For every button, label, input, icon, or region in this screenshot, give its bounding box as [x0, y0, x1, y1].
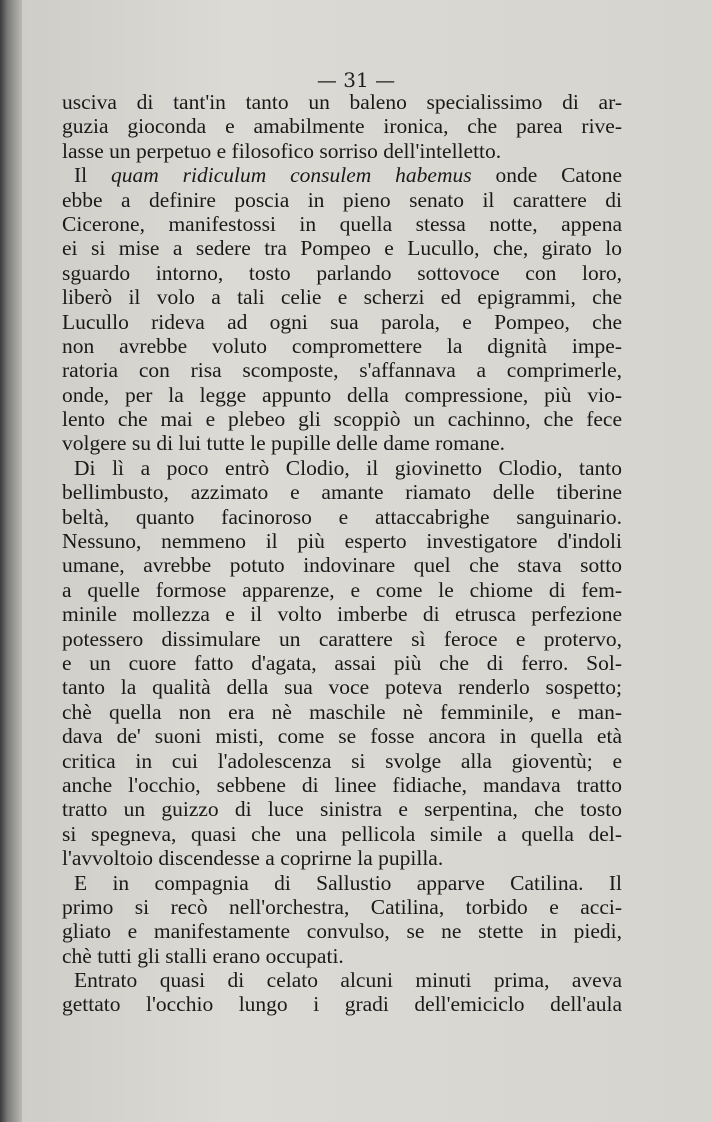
- text-line: gliato e manifestamente convulso, se ne stette in piedi,: [62, 919, 622, 944]
- text-fragment: onde Catone: [471, 163, 622, 188]
- text-line: gettato l'occhio lungo i gradi dell'emiciclo dell'aula: [62, 992, 622, 1017]
- text-line: ei si mise a sedere tra Pompeo e Lucullo, che, girato lo: [62, 236, 622, 261]
- text-line: ebbe a definire poscia in pieno senato il carattere di: [62, 187, 622, 212]
- text-line: volgere su di lui tutte le pupille delle dame romane.: [62, 431, 506, 456]
- text-line: Entrato quasi di celato alcuni minuti prima, aveva: [74, 968, 622, 993]
- text-line: Cicerone, manifestossi in quella stessa notte, appena: [62, 211, 622, 236]
- text-line: liberò il volo a tali celie e scherzi ed epigrammi, che: [62, 285, 622, 310]
- text-line: tanto la qualità della sua voce poteva renderlo sospetto;: [62, 675, 622, 700]
- text-line: usciva di tant'in tanto un baleno specialissimo di ar-: [62, 90, 622, 114]
- text-line: lasse un perpetuo e filosofico sorriso dell'intelletto.: [62, 138, 502, 163]
- text-line: sguardo intorno, tosto parlando sottovoce con loro,: [62, 260, 622, 285]
- text-line: e un cuore fatto d'agata, assai più che di ferro. Sol-: [62, 650, 622, 675]
- text-line: onde, per la legge appunto della compressione, più vio-: [62, 382, 622, 407]
- book-spine-shadow: [0, 0, 22, 1122]
- text-line: anche l'occhio, sebbene di linee fidiache, mandava tratto: [62, 772, 622, 797]
- text-line: umane, avrebbe potuto indovinare quel che stava sotto: [62, 553, 622, 578]
- text-line: lento che mai e plebeo gli scoppiò un cachinno, che fece: [62, 407, 622, 432]
- text-line: Nessuno, nemmeno il più esperto investigatore d'indoli: [62, 529, 622, 554]
- page-number: — 31 —: [316, 68, 396, 92]
- text-line: bellimbusto, azzimato e amante riamato delle tiberine: [62, 480, 622, 505]
- text-line: Lucullo rideva ad ogni sua parola, e Pompeo, che: [62, 309, 622, 334]
- text-line: chè tutti gli stalli erano occupati.: [62, 943, 344, 968]
- text-line: dava de' suoni misti, come se fosse ancora in quella età: [62, 724, 622, 749]
- text-line: ratoria con risa scomposte, s'affannava a comprimerle,: [62, 358, 622, 383]
- text-line: l'avvoltoio discendesse a coprirne la pupilla.: [62, 846, 444, 871]
- text-line: beltà, quanto facinoroso e attaccabrighe sanguinario.: [62, 504, 622, 529]
- text-line: a quelle formose apparenze, e come le chiome di fem-: [62, 577, 622, 602]
- text-line: potessero dissimulare un carattere sì feroce e protervo,: [62, 626, 622, 651]
- text-line: minile mollezza e il volto imberbe di etrusca perfezione: [62, 602, 622, 627]
- text-line: chè quella non era nè maschile nè femminile, e man-: [62, 699, 622, 724]
- text-line: Di lì a poco entrò Clodio, il giovinetto Clodio, tanto: [74, 455, 622, 480]
- text-line: critica in cui l'adolescenza si svolge alla gioventù; e: [62, 748, 622, 773]
- body-text: [62, 90, 622, 1017]
- text-line: si spegneva, quasi che una pellicola simile a quella del-: [62, 821, 622, 846]
- latin-quote: quam ridiculum consulem habemus: [111, 163, 472, 188]
- text-line: guzia gioconda e amabilmente ironica, che parea rive-: [62, 114, 622, 139]
- text-fragment: Il: [74, 163, 111, 188]
- text-line: E in compagnia di Sallustio apparve Catilina. Il: [74, 870, 622, 895]
- text-line: [62, 163, 622, 187]
- text-line: primo si recò nell'orchestra, Catilina, torbido e acci-: [62, 894, 622, 919]
- text-line: non avrebbe voluto compromettere la dignità impe-: [62, 333, 622, 358]
- text-line: tratto un guizzo di luce sinistra e serpentina, che tosto: [62, 797, 622, 822]
